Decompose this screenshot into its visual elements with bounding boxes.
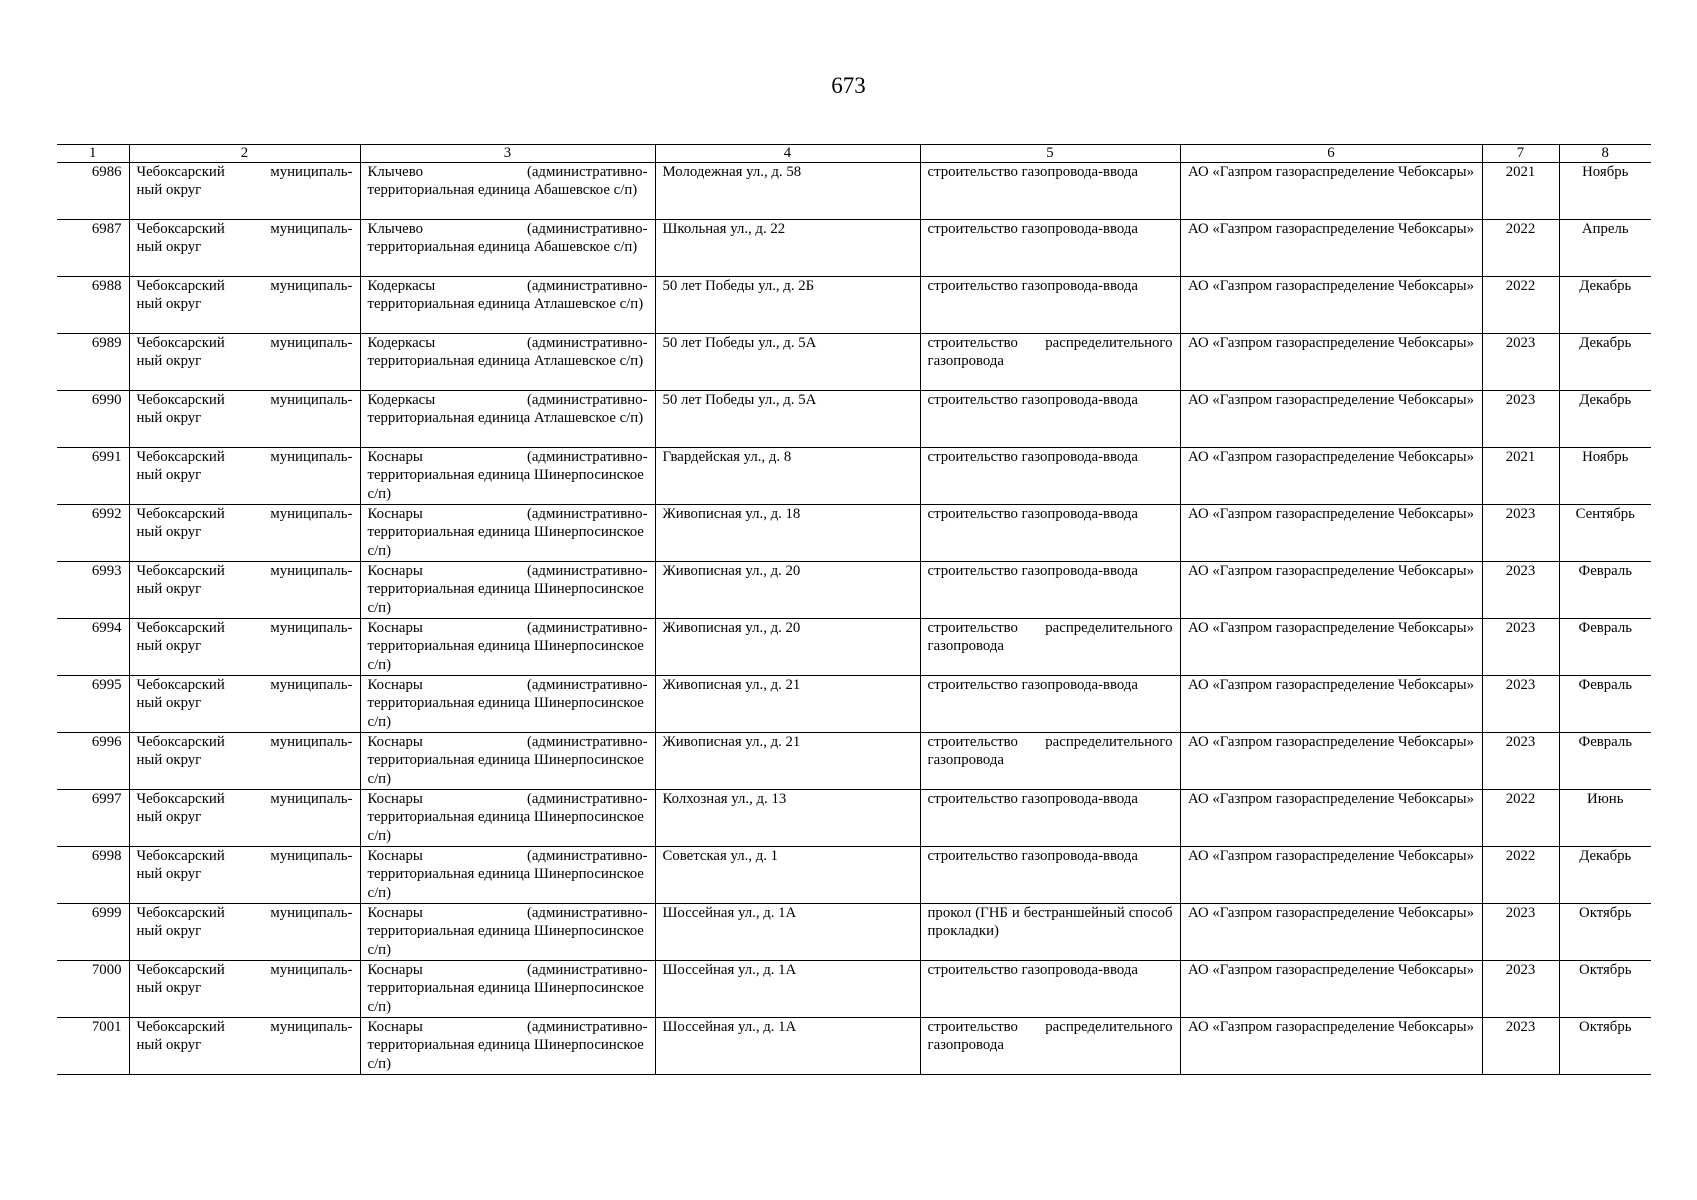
district-name: Чебоксарский xyxy=(136,848,225,864)
table-row xyxy=(57,562,1651,619)
row-number: 6995 xyxy=(57,676,129,733)
locality-name: Кодеркасы xyxy=(367,278,436,294)
table-row xyxy=(57,277,1651,334)
organization-cell: АО «Газпром газораспределение Чебоксары» xyxy=(1180,163,1482,220)
district-word: муниципаль- xyxy=(270,335,353,351)
work-type-cell: строительство газопровода-ввода xyxy=(920,277,1180,334)
district-suffix: ный округ xyxy=(136,581,202,598)
district-suffix: ный округ xyxy=(136,980,202,997)
address-cell: 50 лет Победы ул., д. 5А xyxy=(655,334,920,391)
district-word: муниципаль- xyxy=(270,962,353,978)
organization-cell: АО «Газпром газораспределение Чебоксары» xyxy=(1180,562,1482,619)
organization-cell: АО «Газпром газораспределение Чебоксары» xyxy=(1180,676,1482,733)
organization-cell: АО «Газпром газораспределение Чебоксары» xyxy=(1180,334,1482,391)
column-number-row xyxy=(57,145,1651,163)
district-cell xyxy=(129,277,360,334)
organization-cell: АО «Газпром газораспределение Чебоксары» xyxy=(1180,847,1482,904)
column-header: 1 xyxy=(57,145,129,163)
district-suffix: ный округ xyxy=(136,467,202,484)
work-type-cell: строительство распределительного газопровода xyxy=(920,1018,1180,1075)
district-cell xyxy=(129,619,360,676)
district-word: муниципаль- xyxy=(270,563,353,579)
row-number: 6986 xyxy=(57,163,129,220)
locality-unit: территориальная единица Шинерпосинское с/п) xyxy=(367,980,644,1015)
year-cell: 2022 xyxy=(1482,220,1559,277)
locality-type: (административно- xyxy=(526,620,648,636)
work-type-cell: строительство распределительного газопровода xyxy=(920,619,1180,676)
locality-name: Коснары xyxy=(367,1019,423,1035)
district-cell xyxy=(129,1018,360,1075)
organization-cell: АО «Газпром газораспределение Чебоксары» xyxy=(1180,277,1482,334)
table-row xyxy=(57,961,1651,1018)
column-header: 8 xyxy=(1559,145,1651,163)
district-name: Чебоксарский xyxy=(136,563,225,579)
district-name: Чебоксарский xyxy=(136,164,225,180)
district-name: Чебоксарский xyxy=(136,335,225,351)
district-name: Чебоксарский xyxy=(136,449,225,465)
locality-type: (административно- xyxy=(526,791,648,807)
organization-cell: АО «Газпром газораспределение Чебоксары» xyxy=(1180,448,1482,505)
district-suffix: ный округ xyxy=(136,182,202,199)
year-cell: 2022 xyxy=(1482,277,1559,334)
year-cell: 2021 xyxy=(1482,448,1559,505)
table-row xyxy=(57,163,1651,220)
organization-cell: АО «Газпром газораспределение Чебоксары» xyxy=(1180,220,1482,277)
locality-name: Коснары xyxy=(367,734,423,750)
district-suffix: ный округ xyxy=(136,1037,202,1054)
work-type-cell: строительство газопровода-ввода xyxy=(920,676,1180,733)
locality-type: (административно- xyxy=(526,221,648,237)
district-suffix: ный округ xyxy=(136,638,202,655)
work-type-cell: строительство распределительного газопровода xyxy=(920,733,1180,790)
district-cell xyxy=(129,847,360,904)
month-cell: Декабрь xyxy=(1559,277,1651,334)
locality-type: (административно- xyxy=(526,962,648,978)
locality-cell xyxy=(360,562,655,619)
district-name: Чебоксарский xyxy=(136,506,225,522)
district-cell xyxy=(129,676,360,733)
row-number: 6998 xyxy=(57,847,129,904)
locality-unit: территориальная единица Шинерпосинское с/п) xyxy=(367,638,644,673)
organization-cell: АО «Газпром газораспределение Чебоксары» xyxy=(1180,790,1482,847)
locality-cell xyxy=(360,904,655,961)
month-cell: Ноябрь xyxy=(1559,448,1651,505)
locality-cell xyxy=(360,1018,655,1075)
locality-cell xyxy=(360,733,655,790)
address-cell: Живописная ул., д. 18 xyxy=(655,505,920,562)
row-number: 7000 xyxy=(57,961,129,1018)
district-suffix: ный округ xyxy=(136,695,202,712)
locality-name: Коснары xyxy=(367,962,423,978)
locality-cell xyxy=(360,448,655,505)
address-cell: 50 лет Победы ул., д. 2Б xyxy=(655,277,920,334)
row-number: 6994 xyxy=(57,619,129,676)
district-word: муниципаль- xyxy=(270,905,353,921)
locality-name: Клычево xyxy=(367,221,423,237)
row-number: 6991 xyxy=(57,448,129,505)
row-number: 6992 xyxy=(57,505,129,562)
year-cell: 2023 xyxy=(1482,334,1559,391)
district-cell xyxy=(129,220,360,277)
table-row xyxy=(57,448,1651,505)
year-cell: 2023 xyxy=(1482,676,1559,733)
district-word: муниципаль- xyxy=(270,449,353,465)
row-number: 6990 xyxy=(57,391,129,448)
row-number: 6999 xyxy=(57,904,129,961)
column-header: 2 xyxy=(129,145,360,163)
work-type-cell: строительство газопровода-ввода xyxy=(920,220,1180,277)
address-cell: Живописная ул., д. 21 xyxy=(655,676,920,733)
locality-unit: территориальная единица Шинерпосинское с/п) xyxy=(367,524,644,559)
locality-cell xyxy=(360,847,655,904)
locality-name: Клычево xyxy=(367,164,423,180)
district-cell xyxy=(129,961,360,1018)
table-row xyxy=(57,676,1651,733)
work-type-cell: строительство газопровода-ввода xyxy=(920,505,1180,562)
month-cell: Апрель xyxy=(1559,220,1651,277)
locality-type: (административно- xyxy=(526,1019,648,1035)
month-cell: Октябрь xyxy=(1559,961,1651,1018)
locality-type: (административно- xyxy=(526,905,648,921)
month-cell: Декабрь xyxy=(1559,334,1651,391)
district-suffix: ный округ xyxy=(136,296,202,313)
locality-name: Коснары xyxy=(367,791,423,807)
organization-cell: АО «Газпром газораспределение Чебоксары» xyxy=(1180,391,1482,448)
month-cell: Декабрь xyxy=(1559,847,1651,904)
locality-cell xyxy=(360,391,655,448)
district-name: Чебоксарский xyxy=(136,620,225,636)
month-cell: Февраль xyxy=(1559,733,1651,790)
locality-type: (административно- xyxy=(526,734,648,750)
locality-unit: территориальная единица Шинерпосинское с/п) xyxy=(367,695,644,730)
locality-unit: территориальная единица Шинерпосинское с/п) xyxy=(367,809,644,844)
district-suffix: ный округ xyxy=(136,923,202,940)
table-header xyxy=(57,145,1651,163)
district-name: Чебоксарский xyxy=(136,905,225,921)
work-type-cell: строительство газопровода-ввода xyxy=(920,847,1180,904)
work-type-cell: строительство распределительного газопровода xyxy=(920,334,1180,391)
district-word: муниципаль- xyxy=(270,848,353,864)
district-word: муниципаль- xyxy=(270,392,353,408)
locality-name: Кодеркасы xyxy=(367,392,436,408)
address-cell: Живописная ул., д. 20 xyxy=(655,562,920,619)
district-word: муниципаль- xyxy=(270,278,353,294)
district-name: Чебоксарский xyxy=(136,962,225,978)
district-suffix: ный округ xyxy=(136,809,202,826)
district-word: муниципаль- xyxy=(270,221,353,237)
work-type-cell: строительство газопровода-ввода xyxy=(920,391,1180,448)
district-name: Чебоксарский xyxy=(136,221,225,237)
locality-cell xyxy=(360,505,655,562)
table-row xyxy=(57,505,1651,562)
month-cell: Октябрь xyxy=(1559,1018,1651,1075)
locality-name: Коснары xyxy=(367,563,423,579)
locality-type: (административно- xyxy=(526,563,648,579)
locality-unit: территориальная единица Шинерпосинское с/п) xyxy=(367,923,644,958)
month-cell: Декабрь xyxy=(1559,391,1651,448)
table-row xyxy=(57,904,1651,961)
year-cell: 2023 xyxy=(1482,1018,1559,1075)
address-cell: Живописная ул., д. 21 xyxy=(655,733,920,790)
work-type-cell: строительство газопровода-ввода xyxy=(920,790,1180,847)
locality-type: (административно- xyxy=(526,449,648,465)
year-cell: 2022 xyxy=(1482,847,1559,904)
column-header: 6 xyxy=(1180,145,1482,163)
locality-unit: территориальная единица Атлашевское с/п) xyxy=(367,296,644,313)
district-name: Чебоксарский xyxy=(136,278,225,294)
table-row xyxy=(57,790,1651,847)
month-cell: Сентябрь xyxy=(1559,505,1651,562)
year-cell: 2023 xyxy=(1482,619,1559,676)
locality-cell xyxy=(360,334,655,391)
table-row xyxy=(57,847,1651,904)
address-cell: Советская ул., д. 1 xyxy=(655,847,920,904)
address-cell: Колхозная ул., д. 13 xyxy=(655,790,920,847)
row-number: 7001 xyxy=(57,1018,129,1075)
district-suffix: ный округ xyxy=(136,410,202,427)
work-type-cell: строительство газопровода-ввода xyxy=(920,562,1180,619)
district-name: Чебоксарский xyxy=(136,734,225,750)
district-word: муниципаль- xyxy=(270,164,353,180)
row-number: 6993 xyxy=(57,562,129,619)
district-name: Чебоксарский xyxy=(136,392,225,408)
year-cell: 2023 xyxy=(1482,904,1559,961)
table-row xyxy=(57,733,1651,790)
month-cell: Февраль xyxy=(1559,619,1651,676)
table-row xyxy=(57,391,1651,448)
locality-unit: территориальная единица Шинерпосинское с/п) xyxy=(367,752,644,787)
locality-unit: территориальная единица Шинерпосинское с/п) xyxy=(367,866,644,901)
locality-unit: территориальная единица Шинерпосинское с/п) xyxy=(367,581,644,616)
district-cell xyxy=(129,448,360,505)
district-word: муниципаль- xyxy=(270,734,353,750)
district-word: муниципаль- xyxy=(270,677,353,693)
locality-name: Коснары xyxy=(367,848,423,864)
work-type-cell: строительство газопровода-ввода xyxy=(920,448,1180,505)
column-header: 7 xyxy=(1482,145,1559,163)
locality-unit: территориальная единица Атлашевское с/п) xyxy=(367,410,644,427)
table-row xyxy=(57,619,1651,676)
locality-name: Кодеркасы xyxy=(367,335,436,351)
month-cell: Февраль xyxy=(1559,676,1651,733)
district-cell xyxy=(129,904,360,961)
locality-unit: территориальная единица Абашевское с/п) xyxy=(367,182,638,199)
locality-unit: территориальная единица Шинерпосинское с/п) xyxy=(367,467,644,502)
locality-name: Коснары xyxy=(367,449,423,465)
month-cell: Февраль xyxy=(1559,562,1651,619)
row-number: 6997 xyxy=(57,790,129,847)
organization-cell: АО «Газпром газораспределение Чебоксары» xyxy=(1180,904,1482,961)
locality-type: (административно- xyxy=(526,506,648,522)
district-cell xyxy=(129,790,360,847)
address-cell: Шоссейная ул., д. 1А xyxy=(655,961,920,1018)
district-word: муниципаль- xyxy=(270,1019,353,1035)
organization-cell: АО «Газпром газораспределение Чебоксары» xyxy=(1180,505,1482,562)
district-suffix: ный округ xyxy=(136,353,202,370)
locality-cell xyxy=(360,790,655,847)
locality-type: (административно- xyxy=(526,677,648,693)
locality-cell xyxy=(360,676,655,733)
locality-cell xyxy=(360,277,655,334)
address-cell: Шоссейная ул., д. 1А xyxy=(655,904,920,961)
year-cell: 2021 xyxy=(1482,163,1559,220)
organization-cell: АО «Газпром газораспределение Чебоксары» xyxy=(1180,961,1482,1018)
year-cell: 2023 xyxy=(1482,562,1559,619)
row-number: 6989 xyxy=(57,334,129,391)
district-word: муниципаль- xyxy=(270,506,353,522)
address-cell: 50 лет Победы ул., д. 5А xyxy=(655,391,920,448)
locality-cell xyxy=(360,961,655,1018)
district-name: Чебоксарский xyxy=(136,791,225,807)
organization-cell: АО «Газпром газораспределение Чебоксары» xyxy=(1180,1018,1482,1075)
district-cell xyxy=(129,733,360,790)
month-cell: Ноябрь xyxy=(1559,163,1651,220)
address-cell: Шоссейная ул., д. 1А xyxy=(655,1018,920,1075)
locality-name: Коснары xyxy=(367,506,423,522)
work-type-cell: строительство газопровода-ввода xyxy=(920,163,1180,220)
organization-cell: АО «Газпром газораспределение Чебоксары» xyxy=(1180,619,1482,676)
year-cell: 2023 xyxy=(1482,733,1559,790)
locality-type: (административно- xyxy=(526,164,648,180)
district-suffix: ный округ xyxy=(136,866,202,883)
locality-name: Коснары xyxy=(367,620,423,636)
year-cell: 2023 xyxy=(1482,961,1559,1018)
district-cell xyxy=(129,562,360,619)
locality-cell xyxy=(360,220,655,277)
table-body xyxy=(57,163,1651,1075)
locality-unit: территориальная единица Шинерпосинское с/п) xyxy=(367,1037,644,1072)
column-header: 4 xyxy=(655,145,920,163)
address-cell: Живописная ул., д. 20 xyxy=(655,619,920,676)
address-cell: Молодежная ул., д. 58 xyxy=(655,163,920,220)
organization-cell: АО «Газпром газораспределение Чебоксары» xyxy=(1180,733,1482,790)
locality-unit: территориальная единица Абашевское с/п) xyxy=(367,239,638,256)
year-cell: 2023 xyxy=(1482,391,1559,448)
locality-cell xyxy=(360,619,655,676)
district-cell xyxy=(129,334,360,391)
district-word: муниципаль- xyxy=(270,791,353,807)
year-cell: 2022 xyxy=(1482,790,1559,847)
table-row xyxy=(57,1018,1651,1075)
locality-unit: территориальная единица Атлашевское с/п) xyxy=(367,353,644,370)
table-row xyxy=(57,220,1651,277)
district-name: Чебоксарский xyxy=(136,677,225,693)
locality-name: Коснары xyxy=(367,905,423,921)
locality-type: (административно- xyxy=(526,392,648,408)
row-number: 6996 xyxy=(57,733,129,790)
column-header: 5 xyxy=(920,145,1180,163)
column-header: 3 xyxy=(360,145,655,163)
district-cell xyxy=(129,505,360,562)
locality-cell xyxy=(360,163,655,220)
row-number: 6987 xyxy=(57,220,129,277)
month-cell: Октябрь xyxy=(1559,904,1651,961)
district-suffix: ный округ xyxy=(136,524,202,541)
district-cell xyxy=(129,163,360,220)
locality-type: (административно- xyxy=(526,335,648,351)
work-type-cell: прокол (ГНБ и бестраншейный способ прокладки) xyxy=(920,904,1180,961)
district-suffix: ный округ xyxy=(136,752,202,769)
work-type-cell: строительство газопровода-ввода xyxy=(920,961,1180,1018)
district-word: муниципаль- xyxy=(270,620,353,636)
gas-works-table xyxy=(57,144,1651,1075)
district-name: Чебоксарский xyxy=(136,1019,225,1035)
row-number: 6988 xyxy=(57,277,129,334)
month-cell: Июнь xyxy=(1559,790,1651,847)
page-number: 673 xyxy=(831,73,866,98)
table-row xyxy=(57,334,1651,391)
address-cell: Гвардейская ул., д. 8 xyxy=(655,448,920,505)
locality-name: Коснары xyxy=(367,677,423,693)
address-cell: Школьная ул., д. 22 xyxy=(655,220,920,277)
locality-type: (административно- xyxy=(526,848,648,864)
district-suffix: ный округ xyxy=(136,239,202,256)
year-cell: 2023 xyxy=(1482,505,1559,562)
district-cell xyxy=(129,391,360,448)
locality-type: (административно- xyxy=(526,278,648,294)
